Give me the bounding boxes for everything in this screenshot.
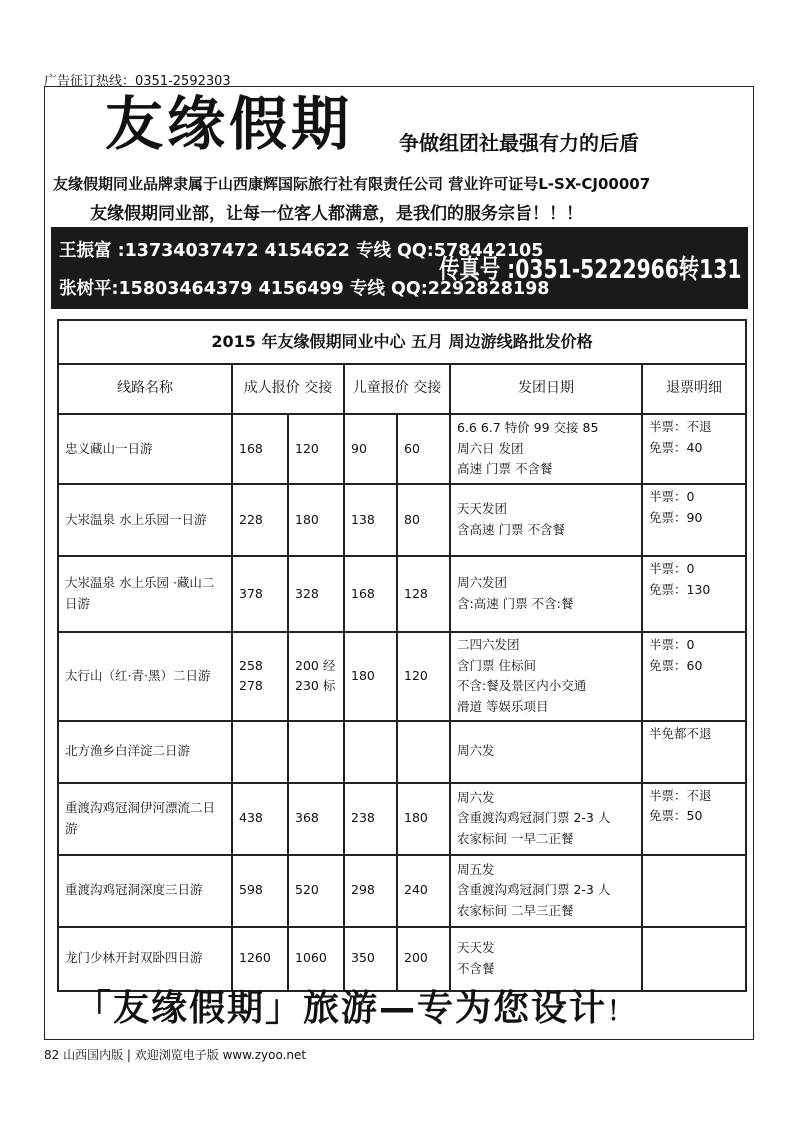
price-a1: 258 278 [232, 632, 288, 721]
refund-info [642, 721, 746, 783]
brand-slogan: 争做组团社最强有力的后盾 [399, 131, 639, 155]
table-row [58, 414, 746, 484]
price-c1: 238 [344, 783, 397, 855]
refund-info [642, 855, 746, 927]
refund-line: 半票：0 [649, 637, 695, 652]
refund-info [642, 783, 746, 855]
header-adult: 成人报价 交接 [232, 364, 344, 414]
table-row [58, 632, 746, 721]
table-title: 2015 年友缘假期同业中心 五月 周边游线路批发价格 [58, 320, 746, 364]
departure-line: 天天发 [457, 939, 495, 955]
ad-frame [44, 86, 754, 1040]
departure-line: 含重渡沟鸡冠洞门票 2-3 人 [457, 882, 611, 898]
fax-number: 传真号 :0351-5222966转131 [439, 255, 742, 285]
price-c2: 240 [397, 855, 450, 927]
departure-info [450, 556, 642, 632]
departure-info [450, 484, 642, 556]
price-a1: 438 [232, 783, 288, 855]
departure-info [450, 855, 642, 927]
departure-info [450, 927, 642, 991]
departure-line: 含门票 住标间 [457, 657, 536, 673]
refund-line: 免票：60 [649, 657, 703, 673]
refund-line: 半票：0 [649, 489, 695, 504]
departure-line: 高速 门票 不含餐 [457, 461, 553, 477]
departure-line: 周六发团 [457, 575, 508, 591]
departure-line: 周六发 [457, 789, 495, 805]
refund-line: 半免都不退 [649, 725, 712, 741]
price-a1: 598 [232, 855, 288, 927]
header-child: 儿童报价 交接 [344, 364, 450, 414]
ad-hotline: 广告征订热线：0351-2592303 [44, 74, 231, 89]
price-c1: 168 [344, 556, 397, 632]
table-row [58, 556, 746, 632]
price-table [57, 319, 747, 992]
refund-info [642, 484, 746, 556]
price-c1: 298 [344, 855, 397, 927]
price-c1: 180 [344, 632, 397, 721]
route-name: 太行山（红·青·黑）二日游 [58, 632, 232, 721]
price-a2: 368 [288, 783, 344, 855]
refund-line: 免票：40 [649, 439, 703, 455]
route-name: 龙门少林开封双卧四日游 [58, 927, 232, 991]
price-c1 [344, 721, 397, 783]
table-row [58, 484, 746, 556]
header-date: 发团日期 [450, 364, 642, 414]
route-name: 重渡沟鸡冠洞伊河漂流二日游 [58, 783, 232, 855]
price-a2 [288, 721, 344, 783]
refund-line: 半票：不退 [649, 419, 712, 434]
price-a2: 328 [288, 556, 344, 632]
page-footer: 82 山西国内版 | 欢迎浏览电子版 www.zyoo.net [44, 1048, 307, 1062]
header-refund: 退票明细 [642, 364, 746, 414]
price-a2: 180 [288, 484, 344, 556]
refund-info [642, 927, 746, 991]
price-c2: 128 [397, 556, 450, 632]
table-row [58, 721, 746, 783]
contact-line-2: 张树平:15803464379 4156499 专线 QQ:2292828198 [59, 279, 550, 299]
refund-line: 免票：130 [649, 581, 711, 597]
departure-line: 含高速 门票 不含餐 [457, 522, 565, 537]
departure-info [450, 783, 642, 855]
price-a1: 168 [232, 414, 288, 484]
price-c1: 350 [344, 927, 397, 991]
departure-line: 不含餐 [457, 960, 495, 976]
price-a1: 228 [232, 484, 288, 556]
route-name: 重渡沟鸡冠洞深度三日游 [58, 855, 232, 927]
price-c1: 138 [344, 484, 397, 556]
price-c2 [397, 721, 450, 783]
departure-line: 周六发 [457, 743, 495, 759]
price-a1: 1260 [232, 927, 288, 991]
route-name: 忠义藏山一日游 [58, 414, 232, 484]
departure-info [450, 414, 642, 484]
license-line: 友缘假期同业品牌隶属于山西康辉国际旅行社有限责任公司 营业许可证号L-SX-CJ00007 [53, 175, 651, 193]
price-a2: 520 [288, 855, 344, 927]
refund-info [642, 414, 746, 484]
departure-line: 周五发 [457, 861, 495, 877]
departure-line: 不含:餐及景区内小交通 [457, 678, 587, 694]
refund-line: 免票：90 [649, 509, 703, 525]
departure-line: 周六日 发团 [457, 440, 524, 456]
departure-info [450, 632, 642, 721]
price-a1: 378 [232, 556, 288, 632]
refund-line: 半票：0 [649, 561, 695, 576]
refund-line: 半票：不退 [649, 787, 712, 803]
footer-slogan-mark: ！ [607, 997, 636, 1027]
departure-line: 农家标间 二早三正餐 [457, 902, 574, 918]
price-c2: 80 [397, 484, 450, 556]
price-c1: 90 [344, 414, 397, 484]
table-row [58, 783, 746, 855]
table-row [58, 855, 746, 927]
price-a2: 1060 [288, 927, 344, 991]
table-row [58, 927, 746, 991]
departure-line: 二四六发团 [457, 637, 520, 652]
departure-info [450, 721, 642, 783]
price-c2: 180 [397, 783, 450, 855]
price-c2: 200 [397, 927, 450, 991]
route-name: 大汖温泉 水上乐园一日游 [58, 484, 232, 556]
price-c2: 60 [397, 414, 450, 484]
refund-info [642, 632, 746, 721]
refund-info [642, 556, 746, 632]
price-a1 [232, 721, 288, 783]
departure-line: 含:高速 门票 不含:餐 [457, 596, 574, 611]
departure-line: 滑道 等娱乐项目 [457, 698, 549, 714]
route-name: 大汖温泉 水上乐园 ·藏山二日游 [58, 556, 232, 632]
route-name: 北方渔乡白洋淀二日游 [58, 721, 232, 783]
departure-line: 6.6 6.7 特价 99 交接 85 [457, 420, 599, 436]
departure-line: 含重渡沟鸡冠洞门票 2-3 人 [457, 810, 611, 826]
price-a2: 200 经 230 标 [288, 632, 344, 721]
header-route: 线路名称 [58, 364, 232, 414]
contact-banner [51, 227, 748, 309]
departure-line: 天天发团 [457, 501, 508, 517]
footer-slogan-text: 「友缘假期」旅游—专为您设计 [75, 988, 608, 1029]
price-a2: 120 [288, 414, 344, 484]
footer-slogan [75, 988, 636, 1029]
refund-line: 免票：50 [649, 808, 703, 824]
contact-line-1: 王振富 :13734037472 4154622 专线 QQ:578442105 [59, 241, 544, 261]
brand-title: 友缘假期 [105, 90, 354, 158]
service-motto: 友缘假期同业部，让每一位客人都满意，是我们的服务宗旨！！！ [90, 204, 583, 224]
departure-line: 农家标间 一早二正餐 [457, 830, 574, 846]
price-c2: 120 [397, 632, 450, 721]
